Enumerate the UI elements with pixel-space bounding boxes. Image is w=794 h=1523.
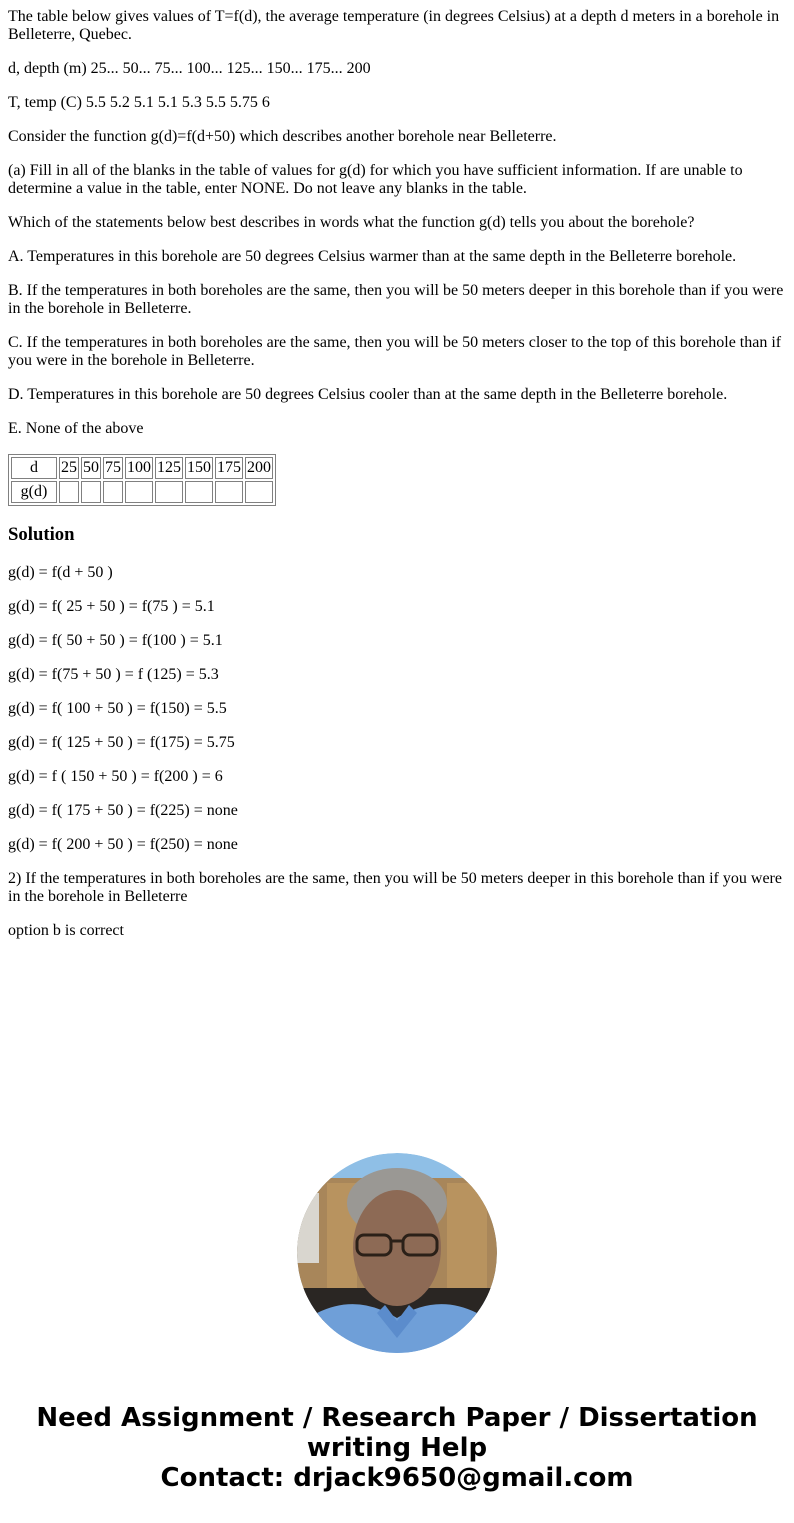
row-label-g: g(d) (11, 481, 57, 503)
solution-answer: 2) If the temperatures in both boreholes are the same, then you will be 50 meters deeper in this borehole than if you were in the borehole in Belleterre (8, 870, 782, 905)
temperature-values-line: T, temp (C) 5.5 5.2 5.1 5.1 5.3 5.5 5.75 6 (8, 94, 270, 111)
table-cell-d: 150 (185, 457, 213, 479)
statement-question: Which of the statements below best describes in words what the function g(d) tells you about the borehole? (8, 214, 695, 231)
table-cell-g-blank (155, 481, 183, 503)
table-cell-g-blank (103, 481, 123, 503)
table-cell-g-blank (81, 481, 101, 503)
option-c: C. If the temperatures in both boreholes are the same, then you will be 50 meters closer to the top of this borehole than if you were in the borehole in Belleterre. (8, 334, 782, 369)
contact-footer (0, 1403, 794, 1493)
row-label-d: d (11, 457, 57, 479)
table-cell-d: 100 (125, 457, 153, 479)
solution-line: g(d) = f(75 + 50 ) = f (125) = 5.3 (8, 666, 219, 683)
table-cell-g-blank (245, 481, 273, 503)
solution-heading: Solution (8, 524, 75, 545)
solution-line: g(d) = f(d + 50 ) (8, 564, 113, 581)
solution-line: g(d) = f( 175 + 50 ) = f(225) = none (8, 802, 238, 819)
question-intro: The table below gives values of T=f(d), the average temperature (in degrees Celsius) at a depth d meters in a borehole in Belleterre, Quebec. (8, 8, 780, 43)
option-d: D. Temperatures in this borehole are 50 degrees Celsius cooler than at the same depth in the Belleterre borehole. (8, 386, 728, 403)
option-b: B. If the temperatures in both boreholes are the same, then you will be 50 meters deeper in this borehole than if you were in the borehole in Belleterre. (8, 282, 784, 317)
table-cell-d: 125 (155, 457, 183, 479)
solution-line: g(d) = f( 200 + 50 ) = f(250) = none (8, 836, 238, 853)
depth-values-line: d, depth (m) 25... 50... 75... 100... 125... 150... 175... 200 (8, 60, 371, 77)
solution-line: g(d) = f( 50 + 50 ) = f(100 ) = 5.1 (8, 632, 223, 649)
person-portrait-icon (297, 1153, 497, 1353)
table-cell-d: 50 (81, 457, 101, 479)
option-e: E. None of the above (8, 420, 144, 437)
table-cell-d: 200 (245, 457, 273, 479)
table-row-d (11, 457, 273, 479)
option-a: A. Temperatures in this borehole are 50 degrees Celsius warmer than at the same depth in the Belleterre borehole. (8, 248, 737, 265)
solution-line: g(d) = f( 100 + 50 ) = f(150) = 5.5 (8, 700, 227, 717)
part-a-instructions: (a) Fill in all of the blanks in the table of values for g(d) for which you have sufficient information. If are unable to determine a value in the table, enter NONE. Do not leave any blanks in the table. (8, 162, 743, 197)
solution-line: g(d) = f( 25 + 50 ) = f(75 ) = 5.1 (8, 598, 215, 615)
footer-contact-email: Contact: drjack9650@gmail.com (160, 1463, 634, 1493)
footer-promo-text: Need Assignment / Research Paper / Dissertation writing Help (36, 1403, 758, 1463)
table-cell-g-blank (215, 481, 243, 503)
g-values-table (8, 454, 276, 506)
table-cell-g-blank (125, 481, 153, 503)
table-cell-d: 175 (215, 457, 243, 479)
table-cell-g-blank (59, 481, 79, 503)
avatar (297, 1153, 497, 1353)
table-row-g (11, 481, 273, 503)
table-cell-d: 25 (59, 457, 79, 479)
solution-line: g(d) = f( 125 + 50 ) = f(175) = 5.75 (8, 734, 235, 751)
solution-conclusion: option b is correct (8, 922, 124, 939)
solution-line: g(d) = f ( 150 + 50 ) = f(200 ) = 6 (8, 768, 223, 785)
function-definition: Consider the function g(d)=f(d+50) which describes another borehole near Belleterre. (8, 128, 557, 145)
table-cell-d: 75 (103, 457, 123, 479)
table-cell-g-blank (185, 481, 213, 503)
